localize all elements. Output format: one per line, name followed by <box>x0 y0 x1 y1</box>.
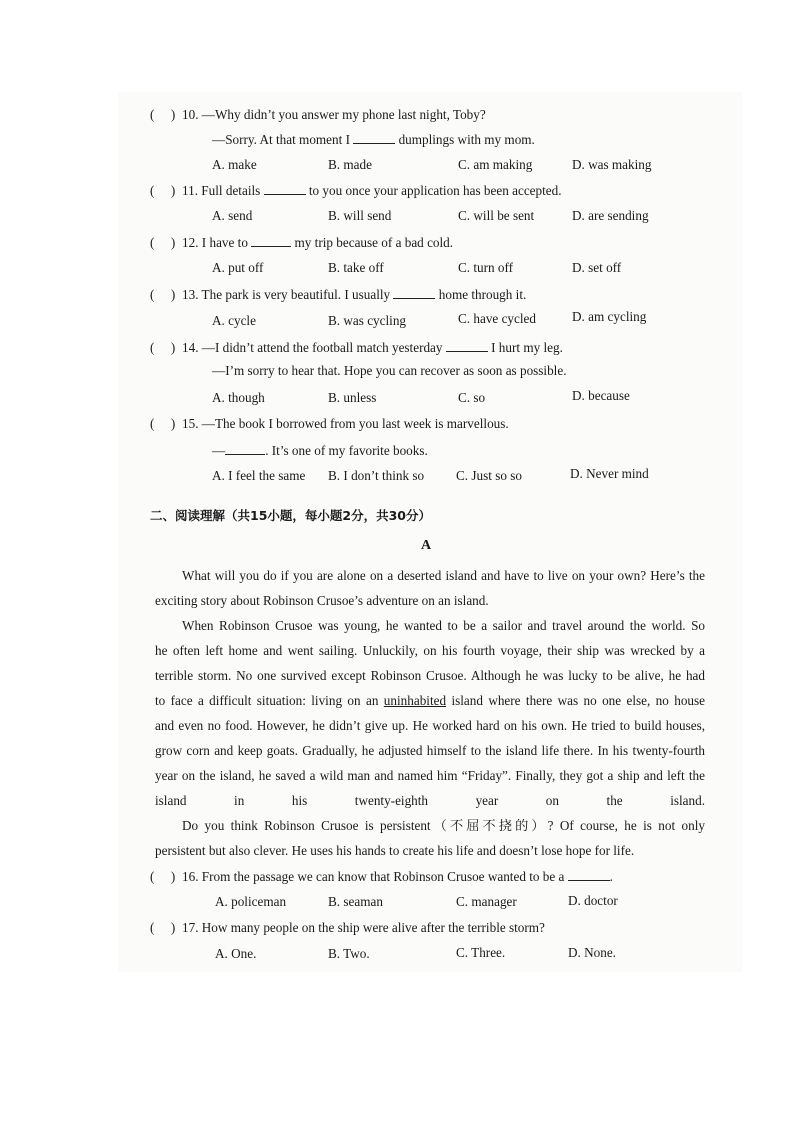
option-d[interactable]: D. doctor <box>568 893 618 908</box>
question-13: ( ) 13. The park is very beautiful. I usually home through it. <box>150 287 527 302</box>
question-14: ( ) 14. —I didn’t attend the football match yesterday I hurt my leg. <box>150 340 563 355</box>
option-a[interactable]: A. make <box>212 157 257 172</box>
question-number: 17 <box>182 920 196 935</box>
answer-bracket[interactable]: ( ) <box>150 287 176 302</box>
option-a[interactable]: A. policeman <box>215 894 287 909</box>
question-14-line-2: —I’m sorry to hear that. Hope you can recover as soon as possible. <box>212 363 567 378</box>
passage-title: A <box>421 538 432 553</box>
option-b[interactable]: B. seaman <box>328 894 383 909</box>
option-b[interactable]: B. unless <box>328 390 377 405</box>
option-d[interactable]: D. Never mind <box>570 466 649 481</box>
answer-blank[interactable] <box>225 442 265 455</box>
question-stem: —Why didn’t you answer my phone last night, Toby? <box>201 107 486 122</box>
option-c[interactable]: C. am making <box>458 157 533 172</box>
option-d[interactable]: D. set off <box>572 260 622 275</box>
answer-blank[interactable] <box>446 339 488 352</box>
option-c[interactable]: C. Just so so <box>456 468 522 483</box>
option-c[interactable]: C. will be sent <box>458 208 535 223</box>
option-b[interactable]: B. was cycling <box>328 313 407 328</box>
option-c[interactable]: C. turn off <box>458 260 514 275</box>
option-c[interactable]: C. have cycled <box>458 311 536 326</box>
option-a[interactable]: A. cycle <box>212 313 256 328</box>
option-d[interactable]: D. None. <box>568 945 616 960</box>
option-a[interactable]: A. though <box>212 390 265 405</box>
answer-blank[interactable] <box>264 182 306 195</box>
option-b[interactable]: B. made <box>328 157 372 172</box>
passage-paragraph-3: Do you think Robinson Crusoe is persistent（不屈不挠的）? Of course, he is not only persistent but also clever. He uses his hands to create his life and doesn’t lose hope for life. <box>155 818 705 858</box>
option-b[interactable]: B. Two. <box>328 946 370 961</box>
option-b[interactable]: B. will send <box>328 208 392 223</box>
answer-bracket[interactable]: ( ) <box>150 920 176 935</box>
option-b[interactable]: B. I don’t think so <box>328 468 425 483</box>
question-11: ( ) 11. Full details to you once your application has been accepted. <box>150 183 562 198</box>
option-b[interactable]: B. take off <box>328 260 384 275</box>
underlined-word: uninhabited <box>383 693 447 708</box>
answer-blank[interactable] <box>353 131 395 144</box>
option-a[interactable]: A. put off <box>212 260 264 275</box>
option-c[interactable]: C. Three. <box>456 945 506 960</box>
answer-bracket[interactable]: ( ) <box>150 107 176 122</box>
question-number: 16 <box>182 869 196 884</box>
option-d[interactable]: D. are sending <box>572 208 649 223</box>
answer-bracket[interactable]: ( ) <box>150 869 176 884</box>
question-10: ( ) 10. —Why didn’t you answer my phone last night, Toby? <box>150 107 486 122</box>
answer-blank[interactable] <box>251 234 291 247</box>
option-c[interactable]: C. so <box>458 390 486 405</box>
answer-blank[interactable] <box>393 286 435 299</box>
option-a[interactable]: A. send <box>212 208 253 223</box>
question-15-line-2: — . It’s one of my favorite books. <box>212 443 428 458</box>
question-10-line-2: —Sorry. At that moment I dumplings with my mom. <box>212 132 535 147</box>
option-c[interactable]: C. manager <box>456 894 517 909</box>
question-16: ( ) 16. From the passage we can know that Robinson Crusoe wanted to be a . <box>150 869 613 884</box>
option-d[interactable]: D. was making <box>572 157 652 172</box>
passage-paragraph-1: What will you do if you are alone on a deserted island and have to live on your own? Here’s the exciting story about Robinson Crusoe’s adventure on an island. <box>155 568 705 608</box>
question-number: 10 <box>182 107 196 122</box>
answer-bracket[interactable]: ( ) <box>150 183 176 198</box>
answer-bracket[interactable]: ( ) <box>150 416 176 431</box>
question-number: 15 <box>182 416 196 431</box>
section-title: 二、阅读理解（共15小题，每小题2分，共30分） <box>150 508 431 523</box>
answer-bracket[interactable]: ( ) <box>150 235 176 250</box>
question-17: ( ) 17. How many people on the ship were alive after the terrible storm? <box>150 920 545 935</box>
question-15: ( ) 15. —The book I borrowed from you last week is marvellous. <box>150 416 509 431</box>
question-number: 11 <box>182 183 195 198</box>
option-a[interactable]: A. I feel the same <box>212 468 306 483</box>
answer-bracket[interactable]: ( ) <box>150 340 176 355</box>
question-number: 14 <box>182 340 196 355</box>
passage-paragraph-2: When Robinson Crusoe was young, he wanted to be a sailor and travel around the world. So he often left home and went sailing. Unluckily, on his fourth voyage, their ship was wrecked by a terrible storm. No one survived except Robinson Crusoe. Although he was lucky to be alive, he had to face a difficult situation: living on an uninhabited island where there was no one else, no house and even no food. However, he didn’t give up. He worked hard on his own. He tried to build houses, grow corn and keep goats. Gradually, he adjusted himself to the island life there. In his twenty-fourth year on the island, he saved a wild man and named him “Friday”. Finally, they got a ship and left the island in his twenty-eighth year on the island. <box>155 618 705 808</box>
option-d[interactable]: D. am cycling <box>572 309 647 324</box>
question-12: ( ) 12. I have to my trip because of a bad cold. <box>150 235 454 250</box>
option-d[interactable]: D. because <box>572 388 630 403</box>
question-number: 12 <box>182 235 196 250</box>
option-a[interactable]: A. One. <box>215 946 257 961</box>
question-number: 13 <box>182 287 196 302</box>
answer-blank[interactable] <box>568 868 610 881</box>
